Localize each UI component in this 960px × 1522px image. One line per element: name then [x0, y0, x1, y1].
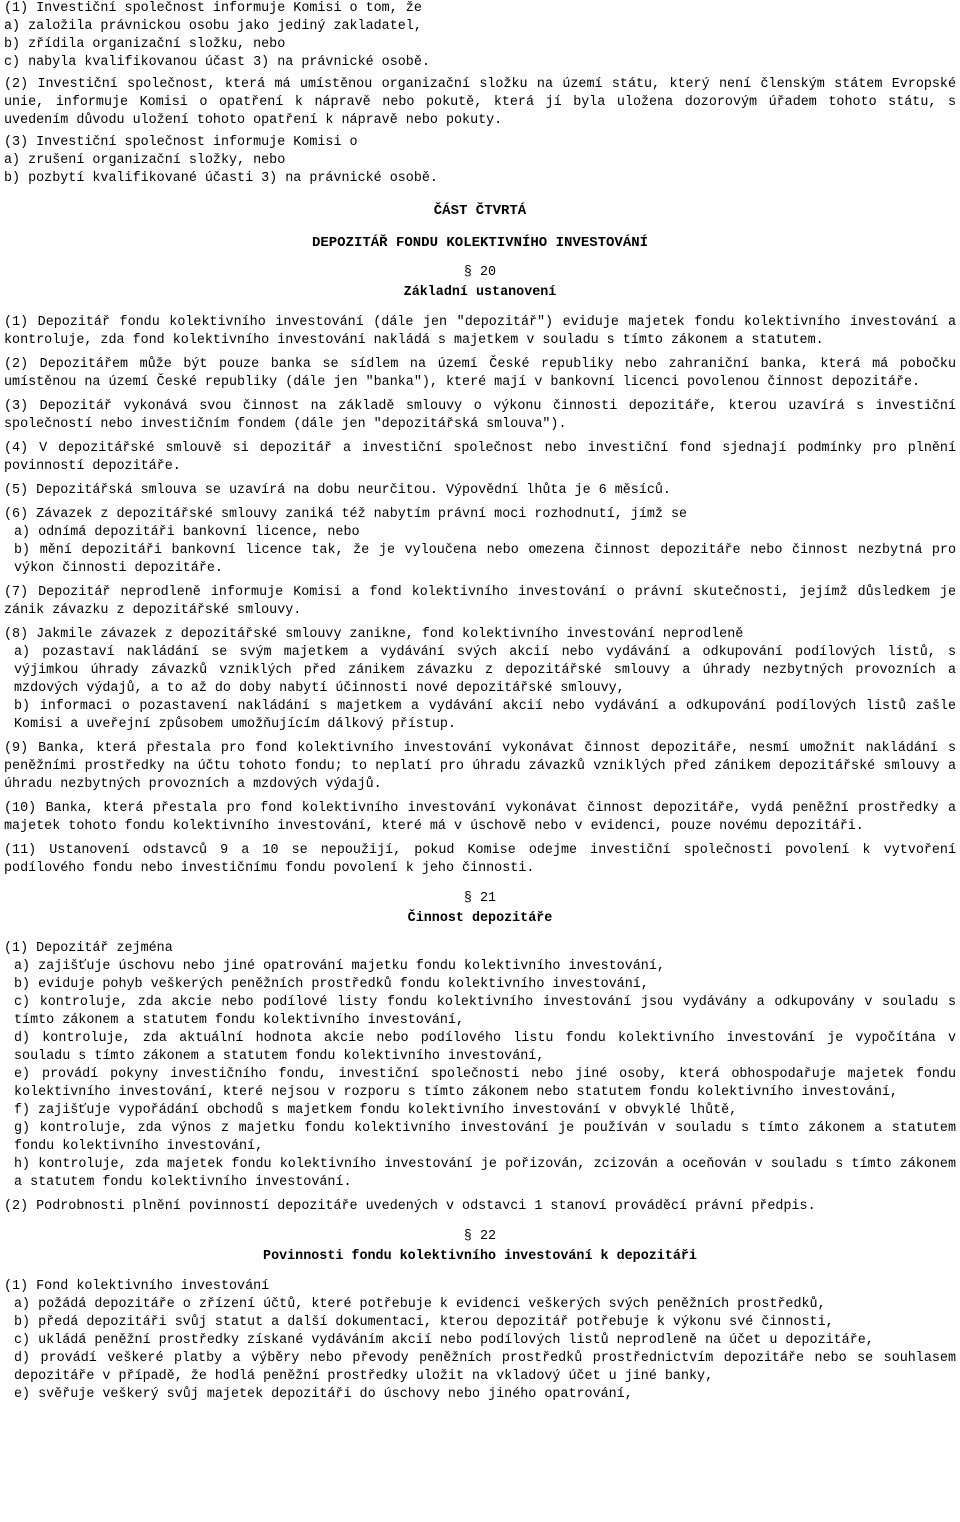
list-item: h) kontroluje, zda majetek fondu kolektivního investování je pořizován, zcizován a oceňován v souladu s tímto zákonem a statutem fondu kolektivního investování. — [14, 1157, 956, 1190]
paragraph: (2) Depozitářem může být pouze banka se sídlem na území České republiky nebo zahraniční banka, která má pobočku umístěnou na území České republiky (dále jen "banka"), které mají v bankovní licenci povolenou činnost depozitáře. — [4, 357, 956, 390]
section-number: § 22 — [463, 1229, 497, 1244]
paragraph: (1) Depozitář fondu kolektivního investování (dále jen "depozitář") eviduje majetek fondu kolektivního investování a kontroluje, zda fond kolektivního investování nakládá s majetkem v souladu s tímto zákonem a statutem. — [4, 315, 956, 348]
section-title: Základní ustanovení — [403, 285, 557, 300]
paragraph: (1) Fond kolektivního investování — [4, 1279, 270, 1294]
paragraph: (7) Depozitář neprodleně informuje Komisi a fond kolektivního investování o právní skutečnosti, jejímž důsledkem je zánik závazku z depozitářské smlouvy. — [4, 585, 956, 618]
text-line: (3) Investiční společnost informuje Komisi o — [4, 135, 358, 150]
list-item: e) provádí pokyny investičního fondu, investiční společnosti nebo jiné osoby, která obhospodařuje majetek fondu kolektivního investování, které nejsou v rozporu s tímto zákonem nebo statutem fondu kolektivního investování, — [14, 1067, 956, 1100]
list-item: a) pozastaví nakládání se svým majetkem a vydávání svých akcií nebo vydávání a odkupování podílových listů, s výjimkou úhrady závazků vzniklých před zánikem závazku z depozitářské smlouvy a úhrady nezbytných provozních a mzdových výdajů, a to až do doby nabytí účinnosti nové depozitářské smlouvy, — [14, 645, 956, 696]
paragraph: (2) Podrobnosti plnění povinností depozitáře uvedených v odstavci 1 stanoví prováděcí právní předpis. — [4, 1199, 816, 1214]
text-line: c) nabyla kvalifikovanou účast 3) na právnické osobě. — [4, 55, 430, 70]
list-item: g) kontroluje, zda výnos z majetku fondu kolektivního investování je používán v souladu s tímto zákonem a statutem fondu kolektivního investování, — [14, 1121, 956, 1154]
list-item: a) odnímá depozitáři bankovní licence, nebo — [14, 525, 360, 540]
paragraph: (8) Jakmile závazek z depozitářské smlouvy zanikne, fond kolektivního investování neprodleně — [4, 627, 744, 642]
list-item: e) svěřuje veškerý svůj majetek depozitáři do úschovy nebo jiného opatrování, — [14, 1387, 633, 1402]
paragraph: (3) Depozitář vykonává svou činnost na základě smlouvy o výkonu činnosti depozitáře, kterou uzavírá s investiční společností nebo investičním fondem (dále jen "depozitářská smlouva"). — [4, 399, 956, 432]
section-number: § 21 — [463, 891, 497, 906]
list-item: a) požádá depozitáře o zřízení účtů, které potřebuje k evidenci veškerých svých peněžních prostředků, — [14, 1297, 826, 1312]
list-item: b) předá depozitáři svůj statut a další dokumentaci, kterou depozitář potřebuje k výkonu své činnosti, — [14, 1315, 834, 1330]
section-title: Povinnosti fondu kolektivního investování k depozitáři — [263, 1249, 697, 1264]
list-item: b) mění depozitáři bankovní licence tak, že je vyloučena nebo omezena činnost depozitáře nebo činnost nezbytná pro výkon činnosti depozitáře. — [14, 543, 956, 576]
paragraph: (4) V depozitářské smlouvě si depozitář a investiční společnost nebo investiční fond sjednají podmínky pro plnění povinností depozitáře. — [4, 441, 956, 474]
text-line: b) pozbytí kvalifikované účasti 3) na právnické osobě. — [4, 171, 438, 186]
list-item: c) kontroluje, zda akcie nebo podílové listy fondu kolektivního investování jsou vydávány a odkupovány v souladu s tímto zákonem a statutem fondu kolektivního investování, — [14, 995, 956, 1028]
list-item: d) provádí veškeré platby a výběry nebo převody peněžních prostředků prostřednictvím depozitáře nebo se souhlasem depozitáře v případě, že hodlá peněžní prostředky uložit na vkladový účet u jiné banky, — [14, 1351, 956, 1384]
paragraph: (11) Ustanovení odstavců 9 a 10 se nepoužijí, pokud Komise odejme investiční společnosti povolení k vytvoření podílového fondu nebo investičnímu fondu povolení k jeho činnosti. — [4, 843, 956, 876]
paragraph: (9) Banka, která přestala pro fond kolektivního investování vykonávat činnost depozitáře, nesmí umožnit nakládání s peněžními prostředky na účtu tohoto fondu; to neplatí pro úhradu závazků vzniklých před zánikem depozitářské smlouvy a úhradu nezbytných provozních a mzdových výdajů. — [4, 741, 956, 792]
text-line: a) zrušení organizační složky, nebo — [4, 153, 286, 168]
list-item: a) zajišťuje úschovu nebo jiné opatrování majetku fondu kolektivního investování, — [14, 959, 665, 974]
text-line: (1) Investiční společnost informuje Komisi o tom, že — [4, 1, 422, 16]
paragraph: (6) Závazek z depozitářské smlouvy zaniká též nabytím právní moci rozhodnutí, jímž se — [4, 507, 688, 522]
list-item: c) ukládá peněžní prostředky získané vydáváním akcií nebo podílových listů neprodleně na účet u depozitáře, — [14, 1333, 874, 1348]
paragraph: (10) Banka, která přestala pro fond kolektivního investování vykonávat činnost depozitáře, vydá peněžní prostředky a majetek tohoto fondu kolektivního investování, které má v úschově nebo v evidenci, pouze novému depozitáři. — [4, 801, 956, 834]
intro-paragraph-1 — [4, 0, 956, 72]
text-line: b) zřídila organizační složku, nebo — [4, 37, 286, 52]
list-item: d) kontroluje, zda aktuální hodnota akcie nebo podílového listu fondu kolektivního investování je vypočítána v souladu s tímto zákonem a statutem fondu kolektivního investování, — [14, 1031, 956, 1064]
intro-paragraph-2: (2) Investiční společnost, která má umístěnou organizační složku na území státu, který není členským státem Evropské unie, informuje Komisi o opatření k nápravě nebo pokutě, která jí byla uložena dozorovým úřadem tohoto státu, s uvedením důvodu uložení tohoto opatření k nápravě nebo pokuty. — [4, 77, 956, 128]
paragraph: (5) Depozitářská smlouva se uzavírá na dobu neurčitou. Výpovědní lhůta je 6 měsíců. — [4, 483, 671, 498]
part-title: ČÁST ČTVRTÁ — [433, 203, 527, 219]
list-item: b) eviduje pohyb veškerých peněžních prostředků fondu kolektivního investování, — [14, 977, 649, 992]
text-line: a) založila právnickou osobu jako jediný zakladatel, — [4, 19, 422, 34]
paragraph: (1) Depozitář zejména — [4, 941, 173, 956]
part-heading: DEPOZITÁŘ FONDU KOLEKTIVNÍHO INVESTOVÁNÍ — [311, 235, 649, 251]
intro-paragraph-3 — [4, 134, 956, 188]
section-title: Činnost depozitáře — [407, 911, 553, 926]
section-number: § 20 — [463, 265, 497, 280]
list-item: b) informaci o pozastavení nakládání s majetkem a vydávání akcií nebo vydávání a odkupování podílových listů zašle Komisi a uveřejní způsobem umožňujícím dálkový přístup. — [14, 699, 956, 732]
list-item: f) zajišťuje vypořádání obchodů s majetkem fondu kolektivního investování v obvyklé lhůtě, — [14, 1103, 738, 1118]
